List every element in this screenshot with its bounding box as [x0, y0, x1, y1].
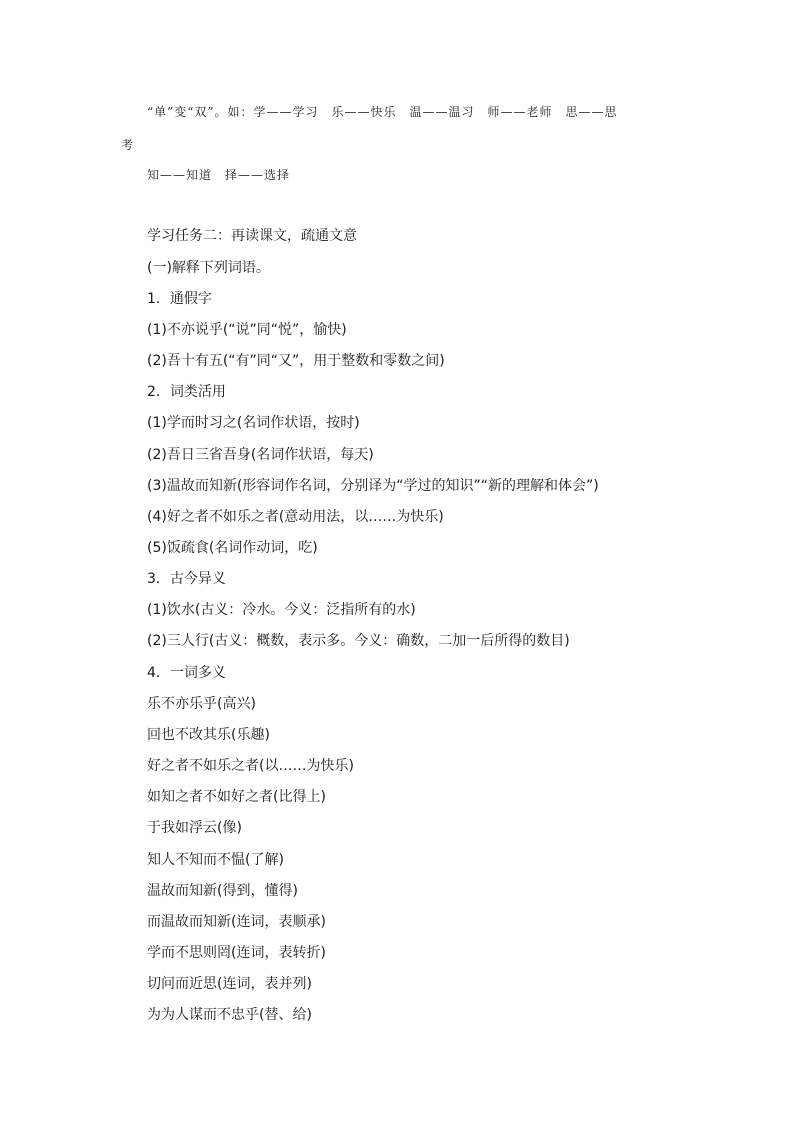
intro-example-line-1-wrap: 考: [121, 138, 134, 152]
list-item: 于我如浮云(像): [147, 820, 242, 836]
list-item: 知人不知而不愠(了解): [147, 852, 284, 868]
list-item: (2)三人行(古义：概数，表示多。今义：确数，二加一后所得的数目): [147, 633, 570, 649]
list-item: (3)温故而知新(形容词作名词，分别译为“学过的知识”“新的理解和体会”): [147, 478, 599, 494]
list-item: (1)饮水(古义：冷水。今义：泛指所有的水): [147, 602, 416, 618]
list-item: (2)吾日三省吾身(名词作状语，每天): [147, 447, 374, 463]
subheading-yici-duoyi: 4．一词多义: [147, 665, 226, 681]
subheading-tongjiazi: 1．通假字: [147, 291, 212, 307]
list-item: 为为人谋而不忠乎(替、给): [147, 1007, 312, 1023]
intro-example-line-1: “单”变“双”。如：学——学习 乐——快乐 温——温习 师——老师 思——思: [147, 105, 618, 119]
section-heading-explain-words: (一)解释下列词语。: [147, 260, 270, 276]
subheading-gujin-yiyi: 3．古今异义: [147, 571, 226, 587]
list-item: 回也不改其乐(乐趣): [147, 727, 270, 743]
intro-example-line-2: 知——知道 择——选择: [147, 168, 291, 182]
list-item: (4)好之者不如乐之者(意动用法，以……为快乐): [147, 509, 444, 525]
list-item: 温故而知新(得到，懂得): [147, 883, 298, 899]
list-item: (1)学而时习之(名词作状语，按时): [147, 415, 360, 431]
list-item: 好之者不如乐之者(以……为快乐): [147, 758, 354, 774]
list-item: (5)饭疏食(名词作动词，吃): [147, 540, 318, 556]
list-item: 切问而近思(连词，表并列): [147, 976, 312, 992]
list-item: 乐不亦乐乎(高兴): [147, 696, 256, 712]
task-heading: 学习任务二：再读课文，疏通文意: [147, 228, 357, 244]
list-item: 学而不思则罔(连词，表转折): [147, 945, 326, 961]
list-item: 如知之者不如好之者(比得上): [147, 789, 326, 805]
subheading-cilei-huoyong: 2．词类活用: [147, 384, 226, 400]
list-item: (2)吾十有五(“有”同“又”，用于整数和零数之间): [147, 353, 445, 369]
list-item: 而温故而知新(连词，表顺承): [147, 914, 326, 930]
list-item: (1)不亦说乎(“说”同“悦”，愉快): [147, 322, 347, 338]
